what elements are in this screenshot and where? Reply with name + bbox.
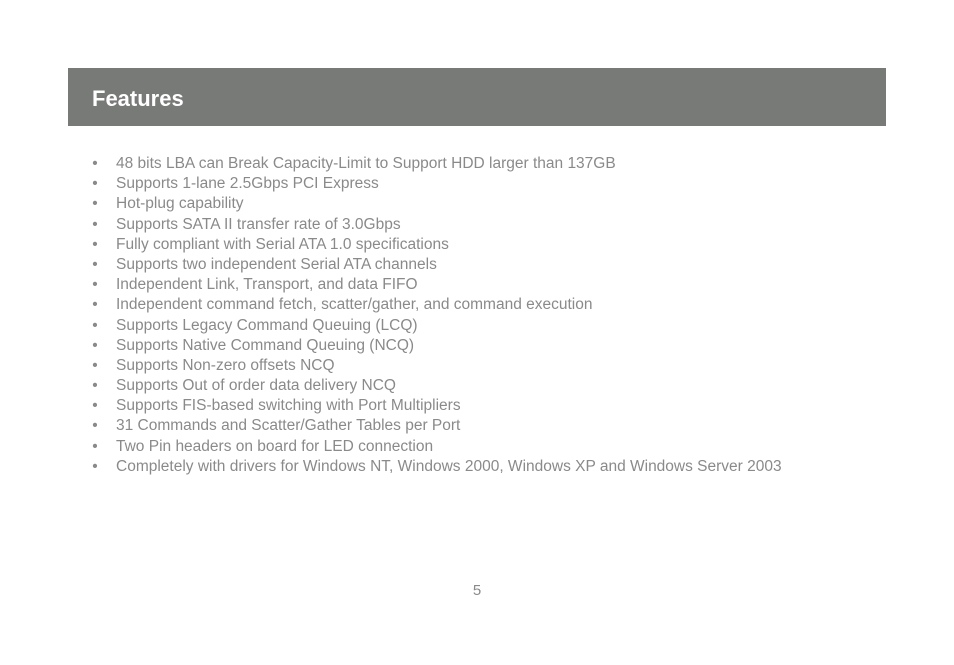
bullet-icon: • xyxy=(92,356,98,374)
feature-item xyxy=(90,255,782,275)
bullet-icon: • xyxy=(92,417,98,435)
bullet-icon: • xyxy=(92,276,98,294)
feature-text: Two Pin headers on board for LED connection xyxy=(116,437,434,455)
feature-item xyxy=(90,275,782,295)
feature-item xyxy=(90,295,782,315)
feature-item xyxy=(90,457,782,477)
feature-item xyxy=(90,437,782,457)
feature-text: Fully compliant with Serial ATA 1.0 specifications xyxy=(116,235,449,253)
feature-item xyxy=(90,174,782,194)
feature-text: Hot-plug capability xyxy=(116,195,244,213)
bullet-icon: • xyxy=(92,397,98,415)
feature-text: Independent command fetch, scatter/gather, and command execution xyxy=(116,296,593,314)
page-number: 5 xyxy=(472,582,482,599)
section-title: Features xyxy=(92,86,184,111)
feature-item xyxy=(90,376,782,396)
feature-text: Completely with drivers for Windows NT, Windows 2000, Windows XP and Windows Server 2003 xyxy=(116,457,782,475)
feature-text: Supports two independent Serial ATA channels xyxy=(116,255,437,273)
feature-text: Supports 1-lane 2.5Gbps PCI Express xyxy=(116,175,379,193)
bullet-icon: • xyxy=(92,316,98,334)
feature-text: Independent Link, Transport, and data FIFO xyxy=(116,276,418,294)
bullet-icon: • xyxy=(92,195,98,213)
bullet-icon: • xyxy=(92,336,98,354)
feature-item xyxy=(90,336,782,356)
feature-item xyxy=(90,194,782,214)
feature-text: Supports Non-zero offsets NCQ xyxy=(116,356,335,374)
feature-text: 31 Commands and Scatter/Gather Tables per Port xyxy=(116,417,461,435)
feature-text: Supports Out of order data delivery NCQ xyxy=(116,377,396,395)
feature-text: Supports SATA II transfer rate of 3.0Gbps xyxy=(116,215,401,233)
feature-item xyxy=(90,215,782,235)
section-header-bar xyxy=(68,68,886,126)
bullet-icon: • xyxy=(92,235,98,253)
bullet-icon: • xyxy=(92,377,98,395)
features-list xyxy=(90,154,782,477)
feature-text: Supports Legacy Command Queuing (LCQ) xyxy=(116,316,418,334)
bullet-icon: • xyxy=(92,255,98,273)
bullet-icon: • xyxy=(92,215,98,233)
bullet-icon: • xyxy=(92,175,98,193)
feature-item xyxy=(90,416,782,436)
feature-text: Supports FIS-based switching with Port Multipliers xyxy=(116,397,461,415)
feature-text: Supports Native Command Queuing (NCQ) xyxy=(116,336,415,354)
feature-item xyxy=(90,396,782,416)
bullet-icon: • xyxy=(92,296,98,314)
feature-text: 48 bits LBA can Break Capacity-Limit to Support HDD larger than 137GB xyxy=(116,155,616,172)
bullet-icon: • xyxy=(92,457,98,475)
feature-item xyxy=(90,356,782,376)
bullet-icon: • xyxy=(92,155,98,172)
feature-item xyxy=(90,235,782,255)
bullet-icon: • xyxy=(92,437,98,455)
feature-item xyxy=(90,154,782,174)
feature-item xyxy=(90,316,782,336)
